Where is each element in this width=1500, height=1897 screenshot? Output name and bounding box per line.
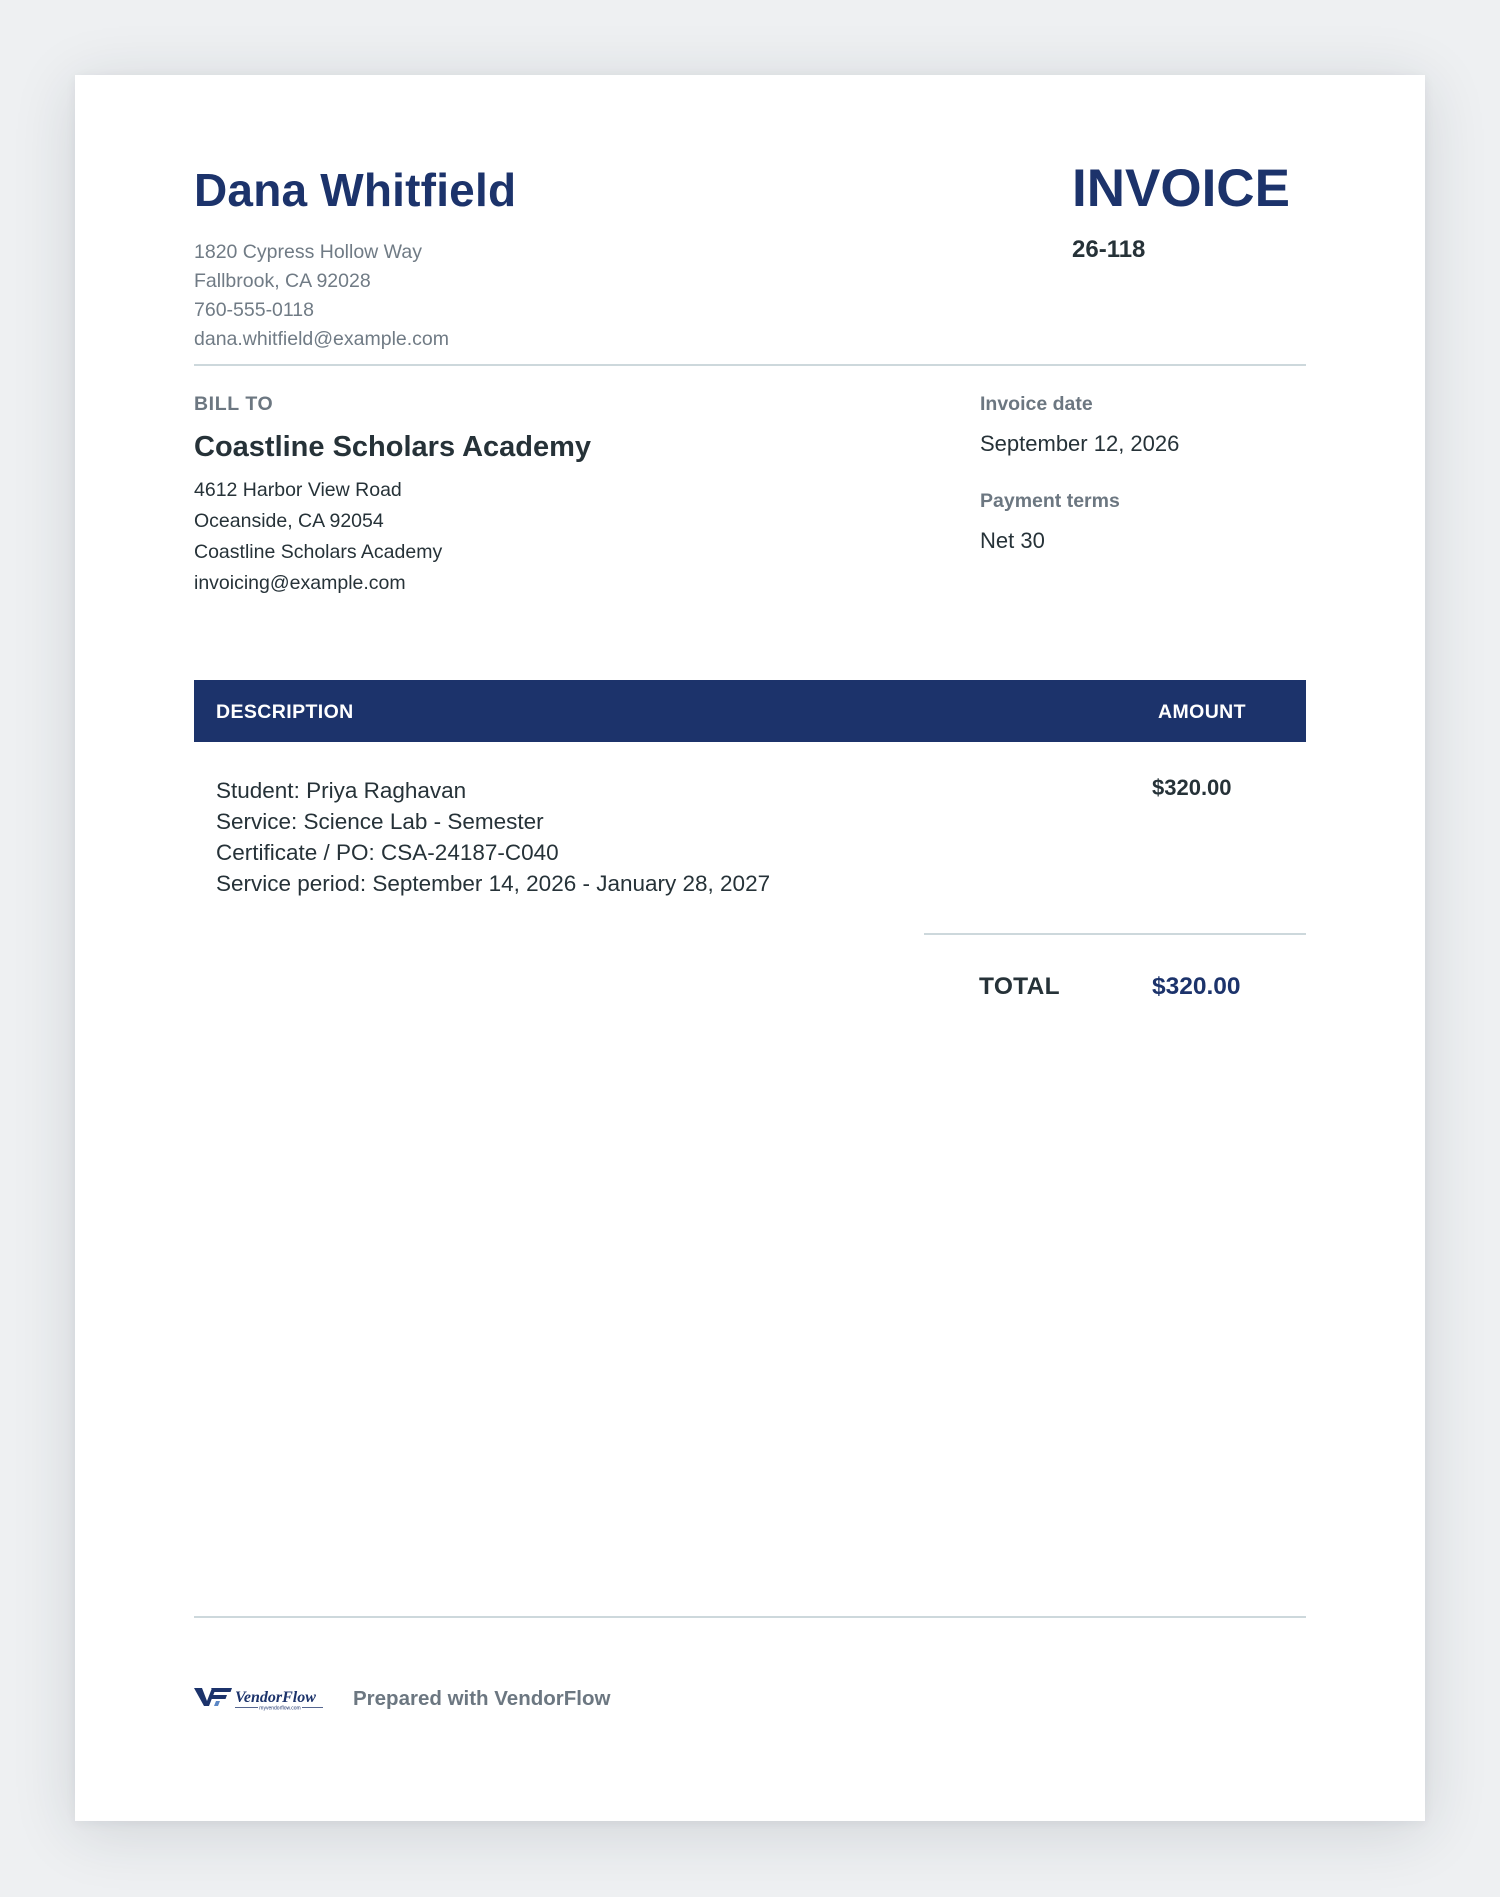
line-item-student: Student: Priya Raghavan xyxy=(216,778,467,803)
header-divider xyxy=(194,364,1306,366)
bill-to-label: BILL TO xyxy=(194,393,274,415)
invoice-date-value: September 12, 2026 xyxy=(980,431,1180,456)
client-address-line2: Oceanside, CA 92054 xyxy=(194,510,384,532)
invoice-title: INVOICE xyxy=(1072,159,1290,218)
line-item-description xyxy=(216,775,770,899)
vendor-address-line2: Fallbrook, CA 92028 xyxy=(194,270,371,292)
line-item-po: Certificate / PO: CSA-24187-C040 xyxy=(216,840,559,865)
logo-url: myvendorflow.com xyxy=(259,1705,301,1712)
payment-terms-label: Payment terms xyxy=(980,490,1120,512)
line-items-header xyxy=(194,680,1306,742)
description-column-header: DESCRIPTION xyxy=(216,701,354,723)
line-item-amount: $320.00 xyxy=(1152,775,1232,800)
vendor-phone: 760-555-0118 xyxy=(194,299,314,321)
logo-wordmark: VendorFlow xyxy=(235,1689,316,1706)
vendor-address-line1: 1820 Cypress Hollow Way xyxy=(194,241,422,263)
client-org-line: Coastline Scholars Academy xyxy=(194,541,443,563)
client-contact xyxy=(194,475,442,599)
client-name: Coastline Scholars Academy xyxy=(194,431,592,463)
vendorflow-logo xyxy=(194,1684,324,1714)
line-item-period: Service period: September 14, 2026 - January 28, 2027 xyxy=(216,871,771,896)
invoice-number: 26-118 xyxy=(1072,236,1146,263)
vendor-name: Dana Whitfield xyxy=(194,164,517,216)
client-email: invoicing@example.com xyxy=(194,572,406,594)
payment-terms-value: Net 30 xyxy=(980,528,1045,553)
vendor-email: dana.whitfield@example.com xyxy=(194,328,450,350)
amount-column-header: AMOUNT xyxy=(1158,701,1246,723)
invoice-sheet xyxy=(75,75,1425,1821)
total-amount: $320.00 xyxy=(1152,973,1241,1000)
footer-divider xyxy=(194,1616,1306,1618)
prepared-with-text: Prepared with VendorFlow xyxy=(353,1687,611,1710)
client-address-line1: 4612 Harbor View Road xyxy=(194,479,402,501)
total-label: TOTAL xyxy=(979,973,1060,1000)
invoice-date-label: Invoice date xyxy=(980,393,1093,415)
vendor-contact xyxy=(194,238,449,354)
line-item-service: Service: Science Lab - Semester xyxy=(216,809,544,834)
total-divider xyxy=(924,933,1306,935)
